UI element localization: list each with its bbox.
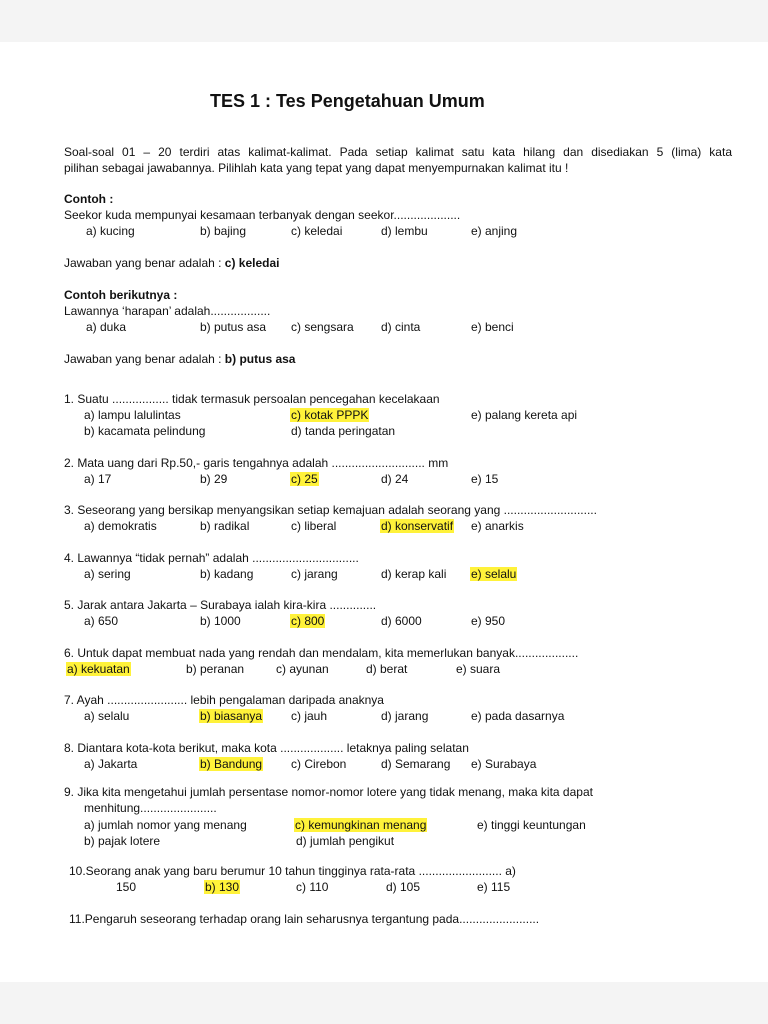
question-6-text: 6. Untuk dapat membuat nada yang rendah dan mendalam, kita memerlukan banyak................... (64, 646, 579, 660)
question-4-option-a: a) sering (84, 567, 131, 581)
question-5-option-a: a) 650 (84, 614, 119, 628)
question-5-option-c: c) 800 (291, 614, 325, 628)
example-1-option-c: c) keledai (291, 224, 343, 238)
question-9-option-d: d) jumlah pengikut (296, 834, 395, 848)
example-2-option-c: c) sengsara (291, 320, 354, 334)
question-3-option-b: b) radikal (200, 519, 250, 533)
question-10-text: 10.Seorang anak yang baru berumur 10 tahun tingginya rata-rata ......................... a) (69, 864, 516, 878)
question-2-option-e: e) 15 (471, 472, 499, 486)
example-1-heading: Contoh : (64, 192, 114, 206)
question-6-option-e: e) suara (456, 662, 501, 676)
question-9-text-line-1: 9. Jika kita mengetahui jumlah persentase nomor-nomor lotere yang tidak menang, maka kita dapat (64, 785, 593, 799)
question-6-option-a: a) kekuatan (67, 662, 130, 676)
question-5-option-d: d) 6000 (381, 614, 422, 628)
example-2-option-d: d) cinta (381, 320, 421, 334)
example-1-question: Seekor kuda mempunyai kesamaan terbanyak dengan seekor.................... (64, 208, 461, 222)
question-3-text: 3. Seseorang yang bersikap menyangsikan setiap kemajuan adalah seorang yang ............................ (64, 503, 597, 517)
question-11-text: 11.Pengaruh seseorang terhadap orang lain seharusnya tergantung pada........................ (69, 912, 540, 926)
example-1-answer-prefix: Jawaban yang benar adalah : (64, 256, 225, 270)
example-1-option-d: d) lembu (381, 224, 428, 238)
question-7-option-d: d) jarang (381, 709, 429, 723)
question-7-option-c: c) jauh (291, 709, 328, 723)
example-2-option-a: a) duka (86, 320, 127, 334)
question-3-option-a: a) demokratis (84, 519, 157, 533)
question-1-option-d: d) tanda peringatan (291, 424, 396, 438)
intro-line-2: pilihan sebagai jawabannya. Pilihlah kata yang tepat yang dapat menyempurnakan kalimat itu ! (64, 161, 569, 175)
question-9-option-c: c) kemungkinan menang (295, 818, 427, 832)
question-5-option-b: b) 1000 (200, 614, 241, 628)
example-2-question: Lawannya ‘harapan’ adalah.................. (64, 304, 271, 318)
question-3-option-e: e) anarkis (471, 519, 524, 533)
question-8-text: 8. Diantara kota-kota berikut, maka kota ................... letaknya paling selatan (64, 741, 469, 755)
question-10-option-b: b) 130 (205, 880, 240, 894)
question-1-option-c: c) kotak PPPK (291, 408, 369, 422)
question-10-option-e: e) 115 (477, 880, 511, 894)
question-4-option-c: c) jarang (291, 567, 338, 581)
question-5-text: 5. Jarak antara Jakarta – Surabaya ialah kira-kira .............. (64, 598, 377, 612)
example-1-option-b: b) bajing (200, 224, 247, 238)
question-2-text: 2. Mata uang dari Rp.50,- garis tengahnya adalah ............................ mm (64, 456, 449, 470)
question-3-option-c: c) liberal (291, 519, 337, 533)
question-10-option-a: 150 (116, 880, 137, 894)
question-7-option-e: e) pada dasarnya (471, 709, 565, 723)
question-4-option-b: b) kadang (200, 567, 254, 581)
question-9-option-b: b) pajak lotere (84, 834, 161, 848)
question-1-option-a: a) lampu lalulintas (84, 408, 181, 422)
question-2-option-a: a) 17 (84, 472, 112, 486)
question-3-option-d: d) konservatif (381, 519, 454, 533)
intro-line-1: Soal-soal 01 – 20 terdiri atas kalimat-kalimat. Pada setiap kalimat satu kata hilang dan disediakan 5 (lima) kata (64, 145, 732, 159)
question-4-text: 4. Lawannya “tidak pernah” adalah ................................ (64, 551, 359, 565)
question-7-option-a: a) selalu (84, 709, 130, 723)
question-7-text: 7. Ayah ........................ lebih pengalaman daripada anaknya (64, 693, 384, 707)
question-2-option-b: b) 29 (200, 472, 228, 486)
question-2-option-d: d) 24 (381, 472, 409, 486)
example-2-heading: Contoh berikutnya : (64, 288, 178, 302)
question-9-text-line-2: menhitung....................... (84, 801, 217, 815)
question-10-option-c: c) 110 (296, 880, 329, 894)
question-4-option-d: d) kerap kali (381, 567, 447, 581)
question-8-option-d: d) Semarang (381, 757, 451, 771)
question-10-option-d: d) 105 (386, 880, 421, 894)
question-7-option-b: b) biasanya (200, 709, 263, 723)
example-1-option-a: a) kucing (86, 224, 135, 238)
example-2-option-b: b) putus asa (200, 320, 267, 334)
question-1-option-e: e) palang kereta api (471, 408, 578, 422)
question-1-text: 1. Suatu ................. tidak termasuk persoalan pencegahan kecelakaan (64, 392, 440, 406)
example-2-answer-line (64, 352, 295, 366)
question-9-option-e: e) tinggi keuntungan (477, 818, 586, 832)
question-6-option-b: b) peranan (186, 662, 245, 676)
question-6-option-c: c) ayunan (276, 662, 329, 676)
example-2-answer: b) putus asa (224, 352, 296, 366)
page-title: TES 1 : Tes Pengetahuan Umum (210, 91, 485, 111)
question-9-option-a: a) jumlah nomor yang menang (84, 818, 247, 832)
question-4-option-e: e) selalu (471, 567, 517, 581)
question-8-option-e: e) Surabaya (471, 757, 537, 771)
example-1-answer-line (64, 256, 280, 270)
question-8-option-a: a) Jakarta (84, 757, 138, 771)
question-1-option-b: b) kacamata pelindung (84, 424, 206, 438)
question-2-option-c: c) 25 (291, 472, 318, 486)
question-8-option-c: c) Cirebon (291, 757, 347, 771)
question-6-option-d: d) berat (366, 662, 408, 676)
question-8-option-b: b) Bandung (200, 757, 263, 771)
question-5-option-e: e) 950 (471, 614, 506, 628)
example-2-option-e: e) benci (471, 320, 514, 334)
example-2-answer-prefix: Jawaban yang benar adalah : (64, 352, 225, 366)
example-1-answer: c) keledai (224, 256, 280, 270)
document-page (0, 42, 768, 982)
example-1-option-e: e) anjing (471, 224, 518, 238)
